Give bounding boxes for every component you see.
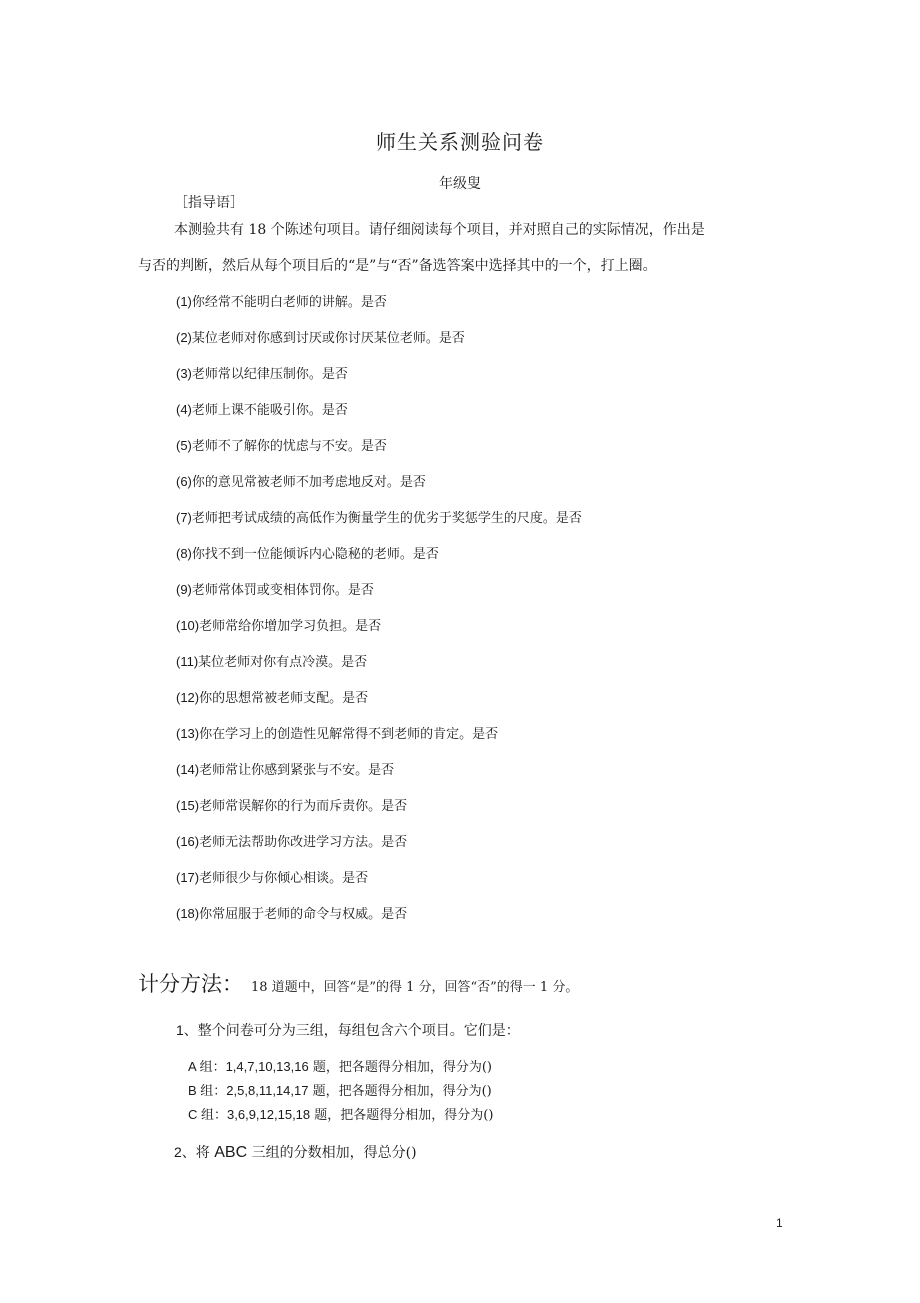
question-number: (9): [176, 582, 192, 597]
question-text: 老师无法帮助你改进学习方法。是否: [199, 835, 408, 850]
scoring-heading: 计分方法：: [138, 972, 243, 996]
question-text: 老师上课不能吸引你。是否: [191, 403, 348, 418]
question-text: 你的思想常被老师支配。是否: [199, 691, 369, 706]
question-number: (3): [176, 366, 192, 381]
question-item: [176, 543, 439, 562]
question-number: (2): [176, 330, 192, 345]
step-2-prefix: 、将: [181, 1145, 215, 1161]
question-number: (8): [176, 546, 192, 561]
question-number: (5): [176, 438, 192, 453]
group-text: 题，把各题得分相加，得分为(): [308, 1060, 492, 1075]
question-item: [176, 363, 348, 382]
guide-label: ［指导语］: [174, 195, 244, 211]
question-text: 你的意见常被老师不加考虑地反对。是否: [191, 475, 426, 490]
intro-line-1: 本测验共有 18 个陈述句项目。请仔细阅读每个项目，并对照自己的实际情况，作出是: [174, 222, 705, 238]
group-row: [188, 1104, 493, 1123]
question-text: 老师不了解你的忧虑与不安。是否: [191, 439, 387, 454]
question-text: 某位老师对你有点冷漠。是否: [198, 655, 368, 670]
question-item: [176, 795, 407, 814]
group-row: [188, 1080, 492, 1099]
page-title: 师生关系测验问卷: [376, 130, 544, 154]
question-number: (6): [176, 474, 192, 489]
group-text: 题，把各题得分相加，得分为(): [308, 1084, 492, 1099]
question-item: [176, 903, 407, 922]
group-label: B 组：: [188, 1083, 227, 1098]
question-item: [176, 327, 465, 346]
question-number: (11): [176, 654, 199, 669]
question-number: (4): [176, 402, 192, 417]
question-text: 你常屈服于老师的命令与权威。是否: [199, 907, 408, 922]
question-text: 老师常给你增加学习负担。是否: [199, 619, 382, 634]
question-text: 你在学习上的创造性见解常得不到老师的肯定。是否: [199, 727, 499, 742]
group-text: 题，把各题得分相加，得分为(): [310, 1108, 494, 1123]
question-number: (7): [176, 510, 192, 525]
step-1: [176, 1020, 520, 1040]
question-text: 某位老师对你感到讨厌或你讨厌某位老师。是否: [191, 331, 465, 346]
group-items: 2,5,8,11,14,17: [226, 1083, 309, 1098]
group-label: C 组：: [188, 1107, 228, 1122]
question-text: 你找不到一位能倾诉内心隐秘的老师。是否: [191, 547, 439, 562]
question-text: 老师常体罚或变相体罚你。是否: [191, 583, 374, 598]
group-items: 3,6,9,12,15,18: [227, 1107, 311, 1122]
question-item: [176, 507, 582, 526]
step-2-abc: ABC: [214, 1144, 248, 1161]
question-item: [176, 831, 407, 850]
scoring-rule: 18 道题中，回答“是”的得 1 分，回答“否”的得一 1 分。: [251, 980, 579, 995]
group-label: A 组：: [188, 1059, 226, 1074]
question-item: [176, 579, 374, 598]
question-number: (12): [176, 690, 200, 705]
question-item: [176, 759, 394, 778]
question-number: (1): [176, 294, 192, 309]
question-text: 老师常以纪律压制你。是否: [191, 367, 348, 382]
intro-line-2: 与否的判断，然后从每个项目后的“是”与“否”备选答案中选择其中的一个，打上圈。: [138, 258, 657, 274]
question-text: 老师很少与你倾心相谈。是否: [199, 871, 369, 886]
question-text: 老师常让你感到紧张与不安。是否: [199, 763, 395, 778]
question-text: 老师常误解你的行为而斥责你。是否: [199, 799, 408, 814]
question-number: (16): [176, 834, 200, 849]
question-item: [176, 687, 368, 706]
step-2-suffix: 三组的分数相加，得总分(): [247, 1145, 417, 1161]
group-row: [188, 1056, 492, 1075]
question-text: 老师把考试成绩的高低作为衡量学生的优劣于奖惩学生的尺度。是否: [191, 511, 582, 526]
question-number: (13): [176, 726, 200, 741]
question-item: [176, 615, 381, 634]
question-text: 你经常不能明白老师的讲解。是否: [191, 295, 387, 310]
step-2: [174, 1142, 417, 1162]
question-item: [176, 471, 426, 490]
question-item: [176, 867, 368, 886]
scoring-section: [138, 968, 578, 998]
question-number: (14): [176, 762, 200, 777]
question-number: (15): [176, 798, 200, 813]
question-item: [176, 723, 498, 742]
step-1-number: 1: [176, 1022, 184, 1038]
step-2-number: 2: [174, 1144, 182, 1160]
step-1-text: 、整个问卷可分为三组，每组包含六个项目。它们是：: [183, 1023, 520, 1039]
question-number: (10): [176, 618, 200, 633]
grade-label: 年级叟: [439, 176, 481, 192]
question-item: [176, 435, 387, 454]
question-number: (17): [176, 870, 200, 885]
page-number: 1: [776, 1216, 783, 1230]
question-number: (18): [176, 906, 200, 921]
question-item: [176, 651, 367, 670]
question-item: [176, 399, 348, 418]
group-items: 1,4,7,10,13,16: [225, 1059, 309, 1074]
question-item: [176, 291, 387, 310]
